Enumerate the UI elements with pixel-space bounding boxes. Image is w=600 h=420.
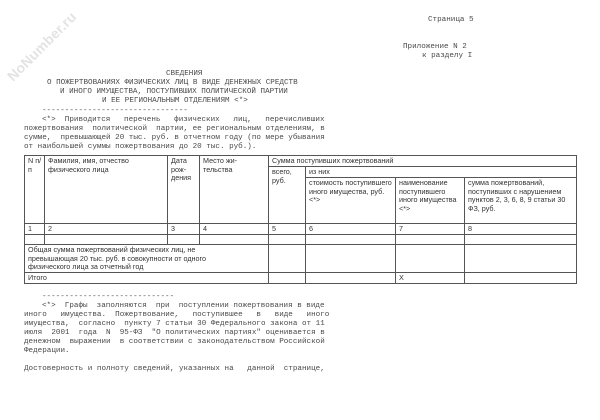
header-property-value: стоимость поступившего иного имущества, руб. <*> bbox=[306, 178, 396, 224]
appendix-label: Приложение N 2 bbox=[403, 43, 467, 51]
certification-line: Достоверность и полноту сведений, указанных на данной странице, bbox=[24, 365, 325, 373]
footnote-line: <*> Графы заполняются при поступлении пожертвования в виде bbox=[42, 302, 325, 310]
header-total: всего, руб. bbox=[269, 167, 306, 224]
separator-line: ----------------------------- bbox=[42, 293, 175, 301]
table-cell bbox=[396, 245, 465, 273]
header-name: Фамилия, имя, отчество физического лица bbox=[45, 156, 168, 224]
title-line: И ИНОГО ИМУЩЕСТВА, ПОСТУПИВШИХ ПОЛИТИЧЕСКОЙ ПАРТИИ bbox=[60, 88, 288, 96]
title-line: СВЕДЕНИЯ bbox=[166, 70, 203, 78]
empty-data-row bbox=[25, 235, 577, 245]
footnote-line: имущества, согласно пункту 7 статьи 30 Федерального закона от 11 bbox=[24, 320, 325, 328]
table-cell bbox=[269, 273, 306, 284]
section-label: к разделу I bbox=[422, 52, 473, 60]
table-cell bbox=[25, 235, 45, 245]
header-property-name: наименование поступившего иного имущества <*> bbox=[396, 178, 465, 224]
header-num: N п/п bbox=[25, 156, 45, 224]
title-line: О ПОЖЕРТВОВАНИЯХ ФИЗИЧЕСКИХ ЛИЦ В ВИДЕ ДЕНЕЖНЫХ СРЕДСТВ bbox=[47, 79, 298, 87]
footnote-line: пожертвования политической партии, ее региональным отделениям, в bbox=[24, 125, 325, 133]
table-cell bbox=[306, 235, 396, 245]
footnote-line: иного имущества. Пожертвование, поступившее в виде иного bbox=[24, 311, 330, 319]
table-cell bbox=[306, 273, 396, 284]
title-line: И ЕЕ РЕГИОНАЛЬНЫМ ОТДЕЛЕНИЯМ <*> bbox=[102, 97, 248, 105]
table-cell bbox=[200, 235, 269, 245]
footnote-line: денежном выражении в соответствии с законодательством Российской bbox=[24, 338, 325, 346]
header-residence: Место жи-тельства bbox=[200, 156, 269, 224]
col-number: 7 bbox=[396, 224, 465, 235]
col-number: 4 bbox=[200, 224, 269, 235]
footnote-line: <*> Приводится перечень физических лиц, перечисливших bbox=[42, 116, 325, 124]
col-number: 1 bbox=[25, 224, 45, 235]
separator-line: -------------------------------- bbox=[42, 107, 188, 115]
total-row bbox=[25, 273, 577, 284]
table-cell bbox=[269, 235, 306, 245]
table-cell bbox=[269, 245, 306, 273]
footnote-line: июля 2001 года N 95-ФЗ "О политических партиях" оценивается в bbox=[24, 329, 325, 337]
table-cell bbox=[306, 245, 396, 273]
footnote-line: сумме, превышающей 20 тыс. руб. в отчетном году (по мере убывания bbox=[24, 134, 325, 142]
page-number: Страница 5 bbox=[428, 16, 474, 24]
footnote-line: Федерации. bbox=[24, 347, 70, 355]
col-number: 3 bbox=[168, 224, 200, 235]
table-cell bbox=[465, 273, 577, 284]
header-of-which: из них bbox=[306, 167, 577, 178]
header-sum-group: Сумма поступивших пожертвований bbox=[269, 156, 577, 167]
table-cell bbox=[45, 235, 168, 245]
summary-row-label: Общая сумма пожертвований физических лиц, не превышающая 20 тыс. руб. в совокупности от одного физического лица за отчетный год bbox=[25, 245, 269, 273]
table-cell bbox=[465, 245, 577, 273]
column-numbers-row bbox=[25, 224, 577, 235]
table-cell bbox=[465, 235, 577, 245]
col-number: 6 bbox=[306, 224, 396, 235]
footnote-line: от наибольшей суммы пожертвования до 20 тыс. руб.). bbox=[24, 143, 257, 151]
total-row-x: X bbox=[396, 273, 465, 284]
col-number: 2 bbox=[45, 224, 168, 235]
watermark: NoNumber.ru bbox=[3, 8, 80, 85]
table-cell bbox=[396, 235, 465, 245]
table-cell bbox=[168, 235, 200, 245]
summary-row bbox=[25, 245, 577, 273]
header-birth: Дата рож-дения bbox=[168, 156, 200, 224]
col-number: 8 bbox=[465, 224, 577, 235]
donations-table bbox=[24, 155, 577, 284]
header-row bbox=[25, 156, 577, 167]
header-violations: сумма пожертвований, поступивших с нарушением пунктов 2, 3, 6, 8, 9 статьи 30 ФЗ, руб. bbox=[465, 178, 577, 224]
total-row-label: Итого bbox=[25, 273, 269, 284]
col-number: 5 bbox=[269, 224, 306, 235]
